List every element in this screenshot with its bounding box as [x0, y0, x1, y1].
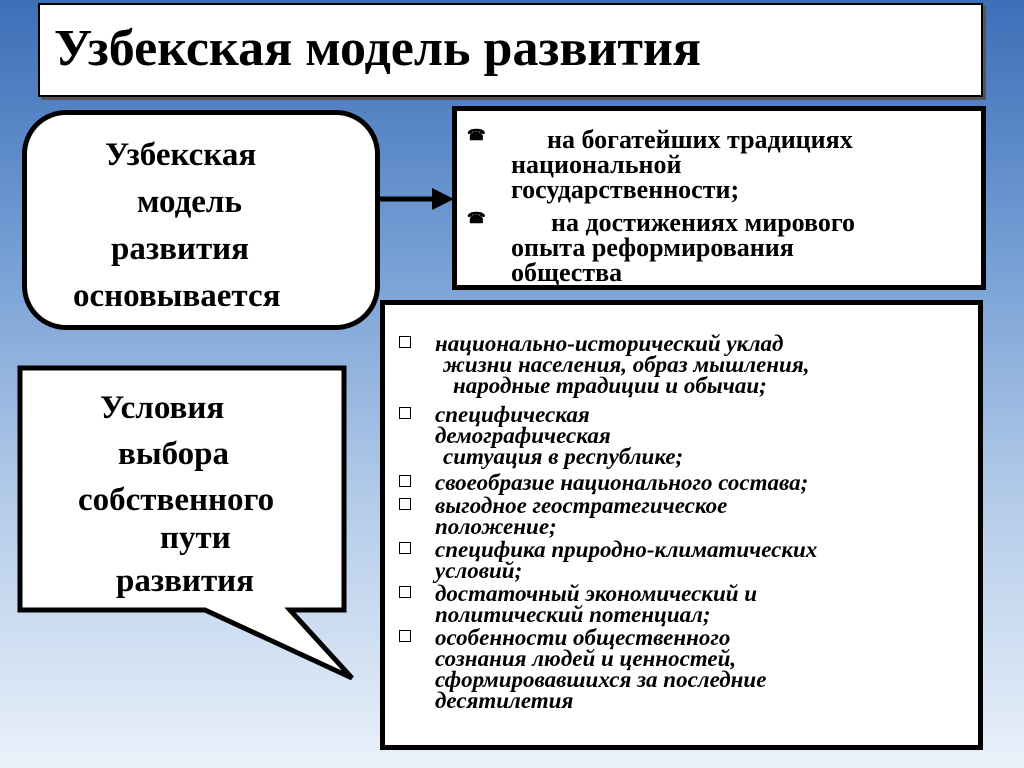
basis-line: Узбекская — [105, 137, 257, 173]
list-item — [399, 583, 757, 625]
checkbox-icon — [399, 475, 411, 487]
list-item — [399, 333, 809, 396]
list-item — [399, 627, 766, 711]
checkbox-icon — [399, 407, 411, 419]
factor-text: демографическая — [435, 423, 611, 448]
conditions-line: развития — [116, 563, 255, 599]
factors-box — [380, 300, 983, 750]
factor-text: жизни населения, образ мышления, — [443, 352, 810, 377]
factor-text: специфика природно-климатических — [435, 537, 818, 562]
foundation-text: государственности; — [511, 175, 740, 204]
factor-text: выгодное геостратегическое — [435, 493, 728, 518]
factor-text: специфическая — [435, 402, 590, 427]
basis-line: развития — [111, 231, 250, 267]
factor-text: политический потенциал; — [435, 602, 711, 627]
basis-line: основывается — [73, 278, 281, 314]
factor-text: народные традиции и обычаи; — [453, 373, 767, 398]
list-item — [399, 539, 817, 581]
telephone-icon: ☎ — [467, 211, 486, 227]
checkbox-icon — [399, 498, 411, 510]
factor-text: национально-исторический уклад — [435, 331, 784, 356]
checkbox-icon — [399, 630, 411, 642]
conditions-line: Условия — [100, 390, 225, 426]
list-item — [399, 495, 727, 537]
foundation-text: общества — [511, 258, 623, 287]
factor-text: своеобразие национального состава; — [435, 470, 809, 495]
factor-text: положение; — [435, 514, 557, 539]
conditions-line: собственного — [78, 482, 275, 518]
factor-text: достаточный экономический и — [435, 581, 758, 606]
foundation-text: национальной — [511, 150, 682, 179]
conditions-line: выбора — [118, 436, 230, 472]
page-title: Узбекская модель развития — [54, 20, 702, 77]
foundation-text: опыта реформирования — [511, 233, 794, 262]
factor-text: ситуация в республике; — [443, 444, 684, 469]
checkbox-icon — [399, 586, 411, 598]
foundation-text: на достижениях мирового — [551, 208, 856, 237]
factor-text: сознания людей и ценностей, — [435, 646, 737, 671]
checkbox-icon — [399, 542, 411, 554]
basis-line: модель — [137, 184, 242, 220]
list-item — [399, 404, 683, 467]
telephone-icon: ☎ — [467, 128, 486, 144]
list-item — [399, 472, 808, 493]
factor-text: условий; — [435, 558, 523, 583]
checkbox-icon — [399, 336, 411, 348]
factor-text: сформировавшихся за последние — [435, 667, 767, 692]
conditions-line: пути — [160, 520, 231, 556]
foundation-text: на богатейших традициях — [547, 125, 853, 154]
factor-text: особенности общественного — [435, 625, 731, 650]
factor-text: десятилетия — [435, 688, 574, 713]
